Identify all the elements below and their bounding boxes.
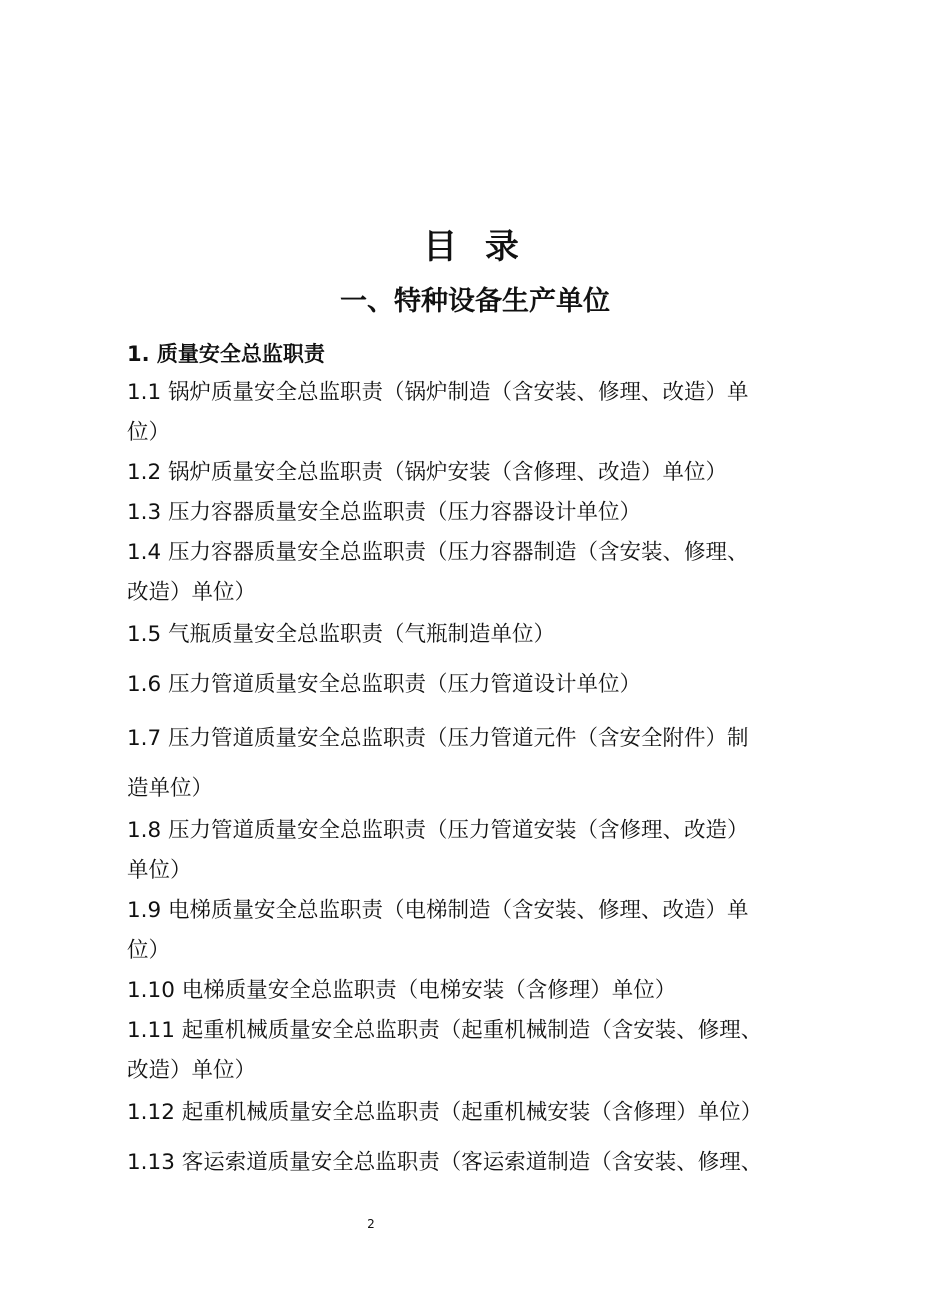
toc-entry-line: 单位） [127, 858, 192, 883]
toc-entry-line: 1.1 锅炉质量安全总监职责（锅炉制造（含安装、修理、改造）单 [127, 380, 749, 405]
toc-entry-line: 改造）单位） [127, 1058, 257, 1083]
toc-entry-line: 1.10 电梯质量安全总监职责（电梯安装（含修理）单位） [127, 978, 677, 1003]
toc-entry-1-3[interactable] [127, 493, 827, 533]
toc-entry-1-13[interactable] [127, 1143, 827, 1183]
toc-entry-1-6[interactable] [127, 665, 827, 705]
toc-entry-line: 位） [127, 420, 171, 445]
toc-entry-line: 造单位） [127, 776, 214, 801]
toc-entry-line: 1.11 起重机械质量安全总监职责（起重机械制造（含安装、修理、 [127, 1018, 763, 1043]
toc-entry-line: 位） [127, 938, 171, 963]
toc-entry-line: 1.2 锅炉质量安全总监职责（锅炉安装（含修理、改造）单位） [127, 460, 728, 485]
section-heading: 1. 质量安全总监职责 [127, 342, 325, 366]
toc-entry-line: 1.7 压力管道质量安全总监职责（压力管道元件（含安全附件）制 [127, 726, 749, 751]
toc-entry-line: 1.8 压力管道质量安全总监职责（压力管道安装（含修理、改造） [127, 818, 749, 843]
toc-entry-1-7[interactable] [127, 714, 827, 814]
toc-entry-line: 1.13 客运索道质量安全总监职责（客运索道制造（含安装、修理、 [127, 1150, 763, 1175]
toc-entry-line: 1.4 压力容器质量安全总监职责（压力容器制造（含安装、修理、 [127, 540, 749, 565]
toc-entry-1-8[interactable] [127, 811, 827, 891]
toc-entry-line: 1.9 电梯质量安全总监职责（电梯制造（含安装、修理、改造）单 [127, 898, 749, 923]
toc-entry-1-5[interactable] [127, 615, 827, 655]
toc-entry-line: 1.12 起重机械质量安全总监职责（起重机械安装（含修理）单位） [127, 1100, 763, 1125]
toc-entry-line: 1.6 压力管道质量安全总监职责（压力管道设计单位） [127, 672, 642, 697]
toc-entry-1-9[interactable] [127, 891, 827, 971]
toc-entry-line: 1.3 压力容器质量安全总监职责（压力容器设计单位） [127, 500, 642, 525]
toc-entry-1-12[interactable] [127, 1093, 827, 1133]
toc-entry-1-1[interactable] [127, 373, 827, 453]
section-subtitle: 一、特种设备生产单位 [340, 286, 610, 317]
toc-entry-1-4[interactable] [127, 533, 827, 613]
page-number: 2 [367, 1217, 375, 1231]
toc-entry-line: 1.5 气瓶质量安全总监职责（气瓶制造单位） [127, 622, 556, 647]
toc-entry-1-11[interactable] [127, 1011, 827, 1091]
toc-entry-1-10[interactable] [127, 971, 827, 1011]
toc-entry-line: 改造）单位） [127, 580, 257, 605]
page-title: 目 录 [423, 227, 527, 267]
toc-entry-1-2[interactable] [127, 453, 827, 493]
